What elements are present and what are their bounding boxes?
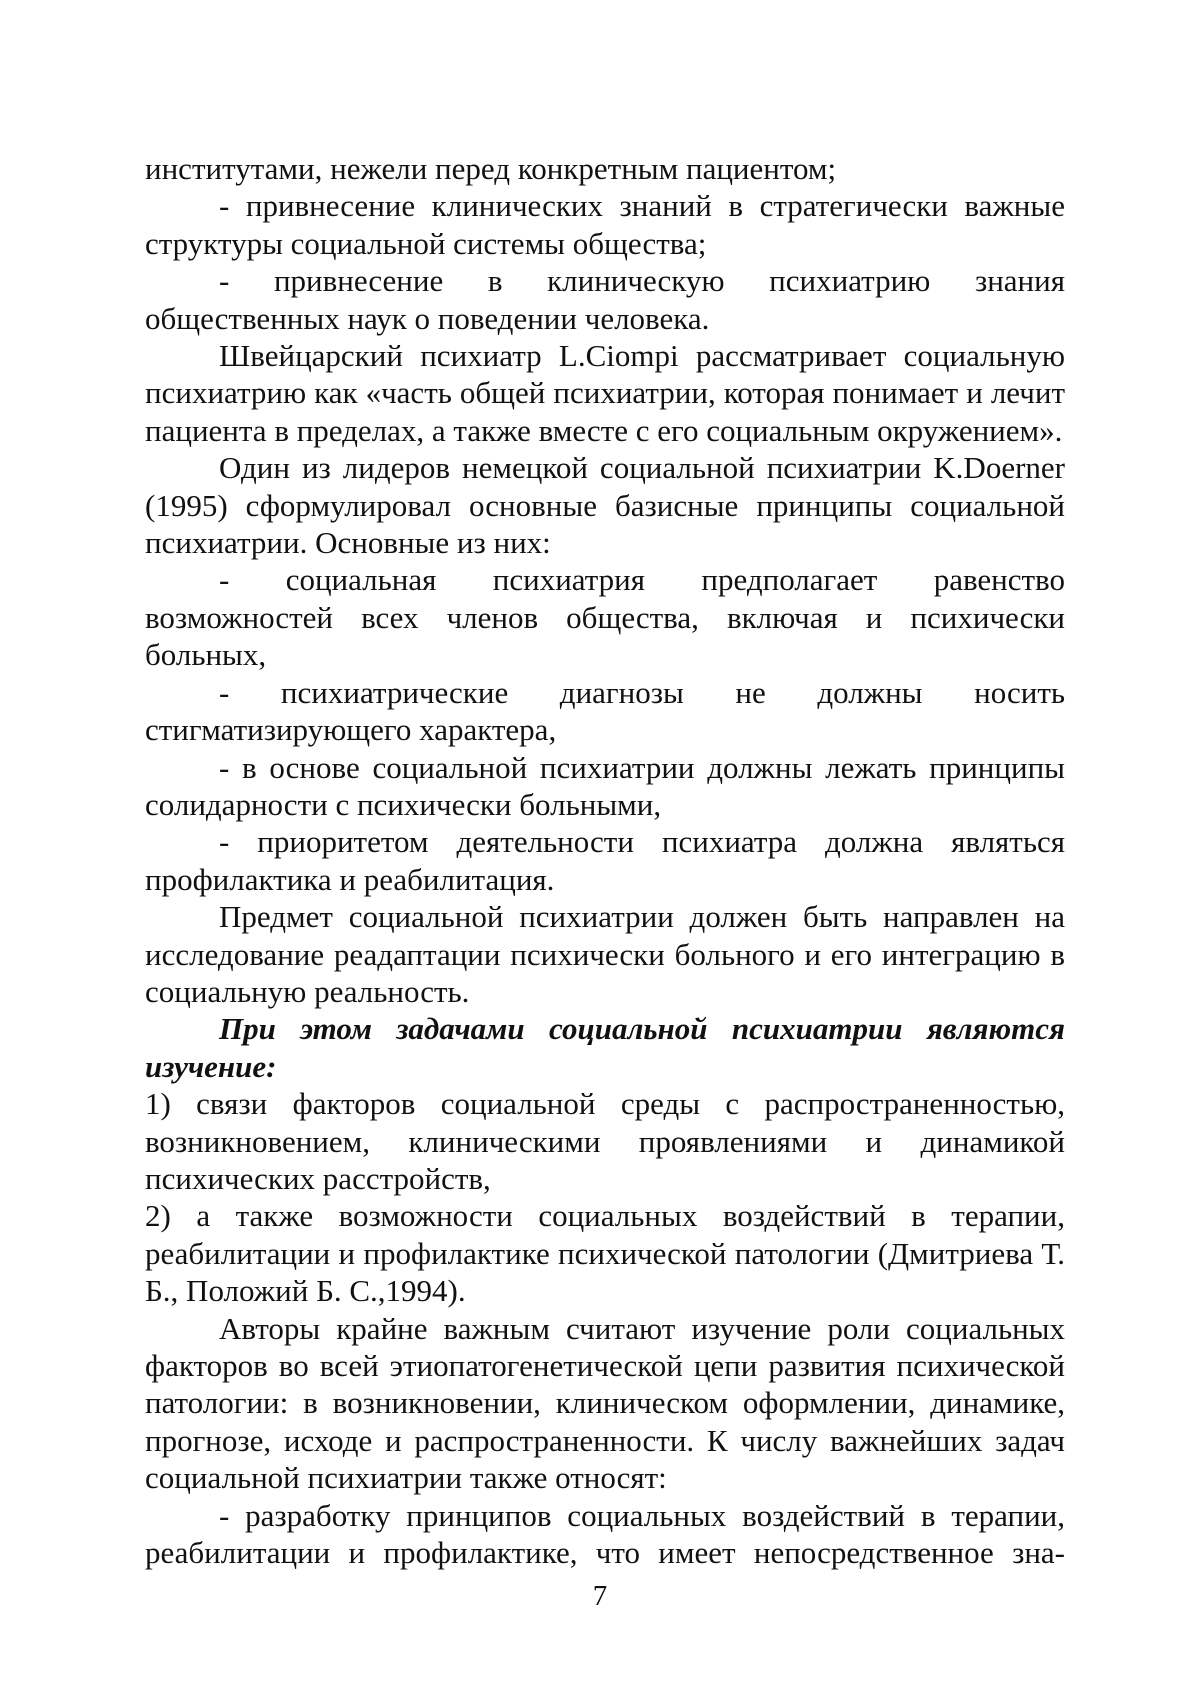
list-item-principles: - разработку принципов социальных воздействий в терапии, реабилитации и профилактике, что имеет непосредственное зна- [145, 1497, 1065, 1571]
page-number: 7 [592, 1580, 608, 1612]
list-item-equality: - социальная психиатрия предполагает равенство возможностей всех членов общества, включая и психически больных, [145, 562, 1065, 673]
list-item-diagnoses: - психиатрические диагнозы не должны носить стигматизирующего характера, [145, 674, 1065, 748]
list-item-prevention: - приоритетом деятельности психиатра должна являться профилактика и реабилитация. [145, 824, 1065, 897]
document-body [145, 150, 1065, 1571]
tasks-heading: При этом задачами социальной психиатрии являются изучение: [145, 1011, 1065, 1084]
list-item-clinical-knowledge: - привнесение клинических знаний в стратегически важные структуры социальной системы общества; [145, 188, 1065, 261]
numbered-item-2: 2) а также возможности социальных воздействий в терапии, реабилитации и профилактике психической патологии (Дмитриева Т. Б., Положий Б. С.,1994). [145, 1198, 1065, 1309]
paragraph-subject: Предмет социальной психиатрии должен быть направлен на исследование реадаптации психически больного и его интеграцию в социальную реальность. [145, 899, 1065, 1009]
paragraph-authors: Авторы крайне важным считают изучение роли социальных факторов во всей этиопатогенетической цепи развития психической патологии: в возникновении, клиническом оформлении, динамике, прогнозе, исходе и распространенности. К числу важнейших задач социальной психиатрии также относят: [145, 1310, 1065, 1496]
paragraph-continuation: институтами, нежели перед конкретным пациентом; [145, 151, 837, 186]
paragraph-doerner: Один из лидеров немецкой социальной психиатрии K.Doerner (1995) сформулировал основные базисные принципы социальной психиатрии. Основные из них: [145, 450, 1065, 561]
paragraph-ciompi: Швейцарский психиатр L.Ciompi рассматривает социальную психиатрию как «часть общей психиатрии, которая понимает и лечит пациента в пределах, а также вместе с его социальным окружением». [145, 338, 1065, 448]
list-item-solidarity: - в основе социальной психиатрии должны лежать принципы солидарности с психически больными, [145, 749, 1065, 822]
numbered-item-1: 1) связи факторов социальной среды с распространенностью, возникновением, клиническими проявлениями и динамикой психических расстройств, [145, 1086, 1065, 1196]
list-item-social-sciences: - привнесение в клиническую психиатрию знания общественных наук о поведении человека. [145, 263, 1065, 336]
